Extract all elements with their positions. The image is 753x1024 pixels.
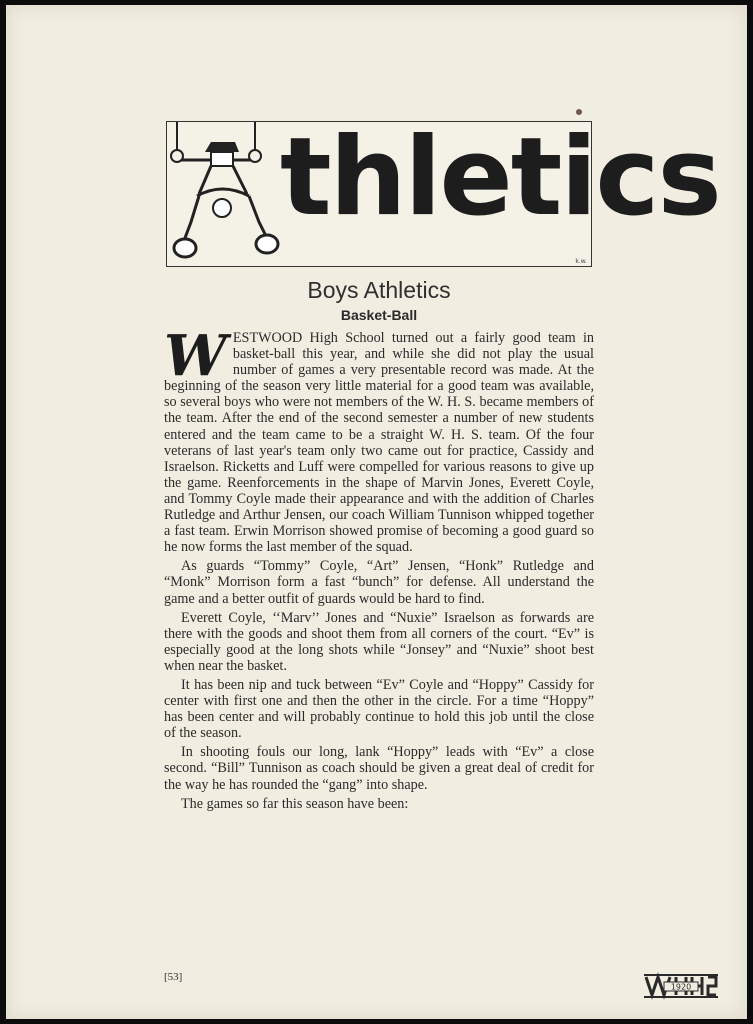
paragraph: In shooting fouls our long, lank “Hoppy” leads with “Ev” a close second. “Bill” Tunnison as coach should be given a great deal of credit for the way he has rounded the “gang” into shape.	[164, 744, 594, 793]
right-shoe	[256, 235, 278, 253]
banner-title: thletics	[280, 115, 720, 240]
shorts	[211, 152, 233, 166]
section-title: Boys Athletics	[307, 277, 451, 303]
drop-cap: W	[164, 323, 227, 389]
right-arm	[249, 196, 265, 234]
paragraph: The games so far this season have been:	[181, 795, 409, 812]
paragraph	[164, 323, 594, 556]
head	[213, 199, 231, 217]
paragraph: Everett Coyle, ‘‘Marv’’ Jones and “Nuxie” Israelson as forwards are there with the goods and shoot them from all corners of the court. “Ev” is especially good at the long shots while “Jonsey” and “Nuxie” shoot best when near the basket.	[164, 609, 594, 674]
paragraph-text: ESTWOOD High School turned out a fairly good team in basket-ball this year, and while she did not play the usual number of games a very presentable record was made. At the beginning of the season very little material for a good team was available, so several boys who were not members of the W. H. S. became members of the team. After the end of the second semester a number of new students entered and the team came to be a straight W. H. S. team. Of the four veterans of last year's team only two came out for practice, Cassidy and Israelson. Ricketts and Luff were compelled for various reasons to give up the game. Reenforcements in the shape of Marvin Jones, Everett Coyle, and Tommy Coyle made their appearance and with the addition of Charles Rutledge and Arthur Jensen, our coach William Tunnison whipped together a fast team. Erwin Morrison showed promise of becoming a good guard so he now forms the last member of the squad.	[164, 330, 594, 556]
yearbook-logo	[642, 971, 720, 1001]
left-shoe	[174, 239, 196, 257]
athletics-banner	[166, 115, 720, 267]
subtitle: Basket-Ball	[340, 307, 418, 323]
page	[6, 5, 747, 1019]
paragraph: It has been nip and tuck between “Ev” Coyle and “Hoppy” Cassidy for center with first one and then the other in the circle. For a time “Hoppy” has been center and will probably continue to hold this job until the close of the season.	[164, 676, 594, 742]
acrobat-illustration	[167, 122, 287, 268]
artist-signature: k.w.	[575, 258, 587, 265]
article-body	[164, 323, 594, 815]
paragraph: As guards “Tommy” Coyle, “Art” Jensen, “Honk” Rutledge and “Monk” Morrison form a fast “bunch” for defense. All understand the game and a better outfit of guards would be hard to find.	[164, 558, 594, 607]
left-arm	[185, 196, 199, 238]
logo-year: 1920	[670, 982, 692, 992]
waist	[197, 189, 249, 196]
page-number: [53]	[164, 971, 183, 983]
shoes	[205, 142, 239, 152]
